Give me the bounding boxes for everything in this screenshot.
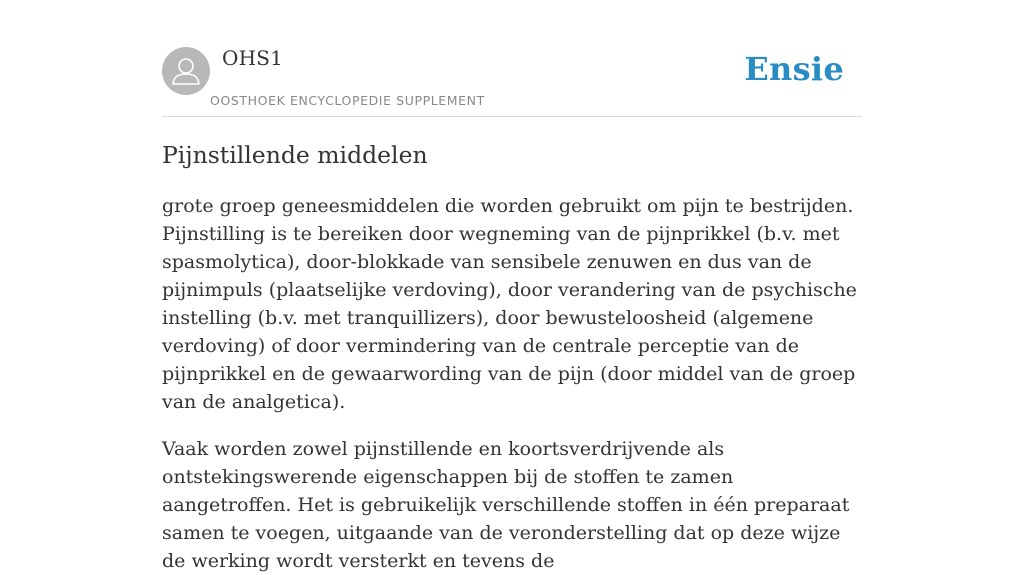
article-paragraph: grote groep geneesmiddelen die worden gebruikt om pijn te bestrijden. Pijnstilling is te bereiken door wegneming van de pijnprikkel (b.v. met spasmolytica), door-blokkade van sensibele zenuwen en dus van de pijnimpuls (plaatselijke verdoving), door verandering van de psychische instelling (b.v. met tranquillizers), door bewusteloosheid (algemene verdoving) of door vermindering van de centrale perceptie van de pijnprikkel en de gewaarwording van de pijn (door middel van de groep van de analgetica).: [162, 195, 857, 413]
user-avatar-icon[interactable]: [162, 47, 210, 95]
source-name[interactable]: OOSTHOEK ENCYCLOPEDIE SUPPLEMENT: [210, 93, 485, 108]
article: [162, 138, 862, 575]
article-title: Pijnstillende middelen: [162, 141, 428, 169]
author-name[interactable]: OHS1: [222, 46, 284, 70]
entry-header: [162, 0, 862, 117]
article-paragraph: Vaak worden zowel pijnstillende en koortsverdrijvende als ontstekingswerende eigenschappen bij de stoffen te zamen aangetroffen. Het is gebruikelijk verschillende stoffen in één preparaat samen te voegen, uitgaande van de veronderstelling dat op deze wijze de werking wordt versterkt en tevens de: [162, 438, 850, 572]
user-silhouette-icon: [162, 47, 210, 95]
ensie-logo[interactable]: Ensie: [744, 50, 844, 88]
